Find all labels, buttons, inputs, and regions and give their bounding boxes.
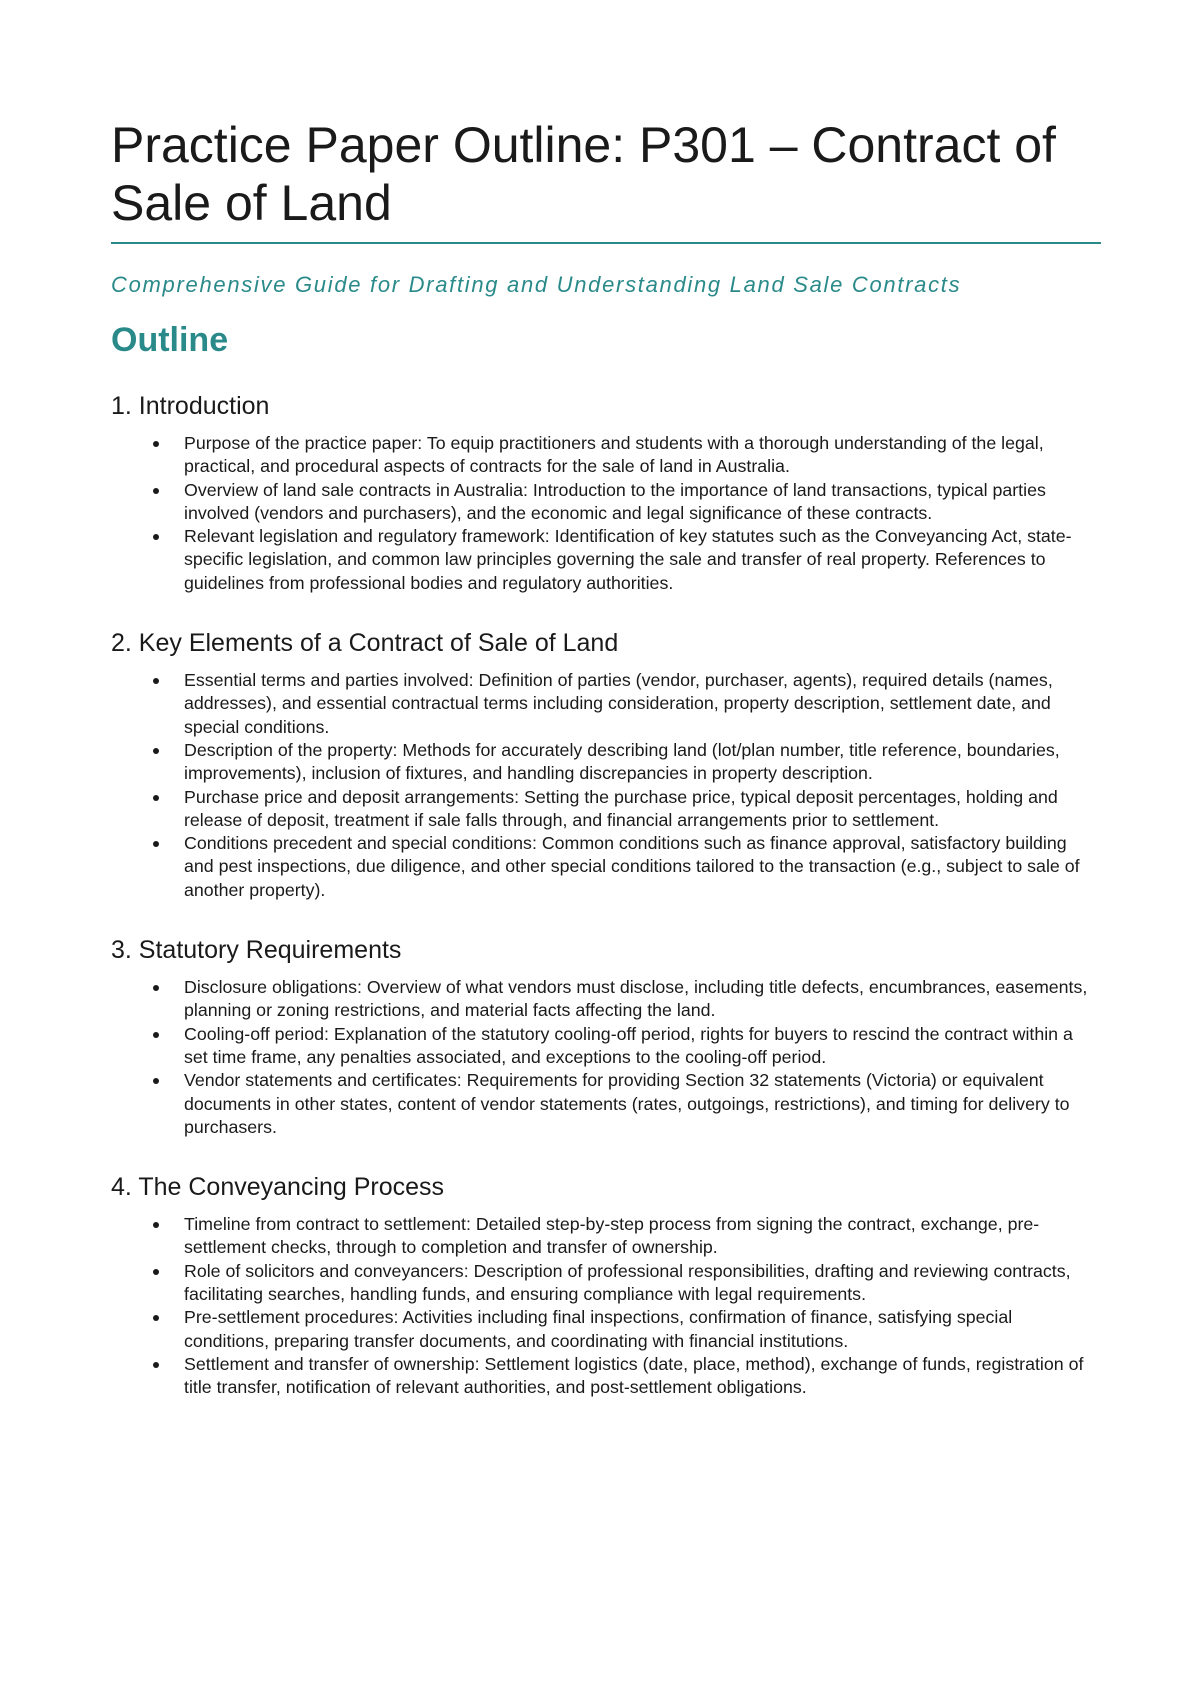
list-item (184, 832, 1101, 902)
list-item-text: Vendor statements and certificates: Requirements for providing Section 32 statements (Victoria) or equivalent documents in other states, content of vendor statements (rates, outgoings, restrictions), and timing for delivery to purchasers. (184, 1070, 1070, 1137)
list-item-text: Purchase price and deposit arrangements: Setting the purchase price, typical deposit percentages, holding and release of deposit, treatment if sale falls through, and financial arrangements prior to settlement. (184, 786, 1058, 830)
bullet-list (111, 1213, 1101, 1399)
outline-section (111, 934, 1101, 1139)
bullet-icon (153, 441, 159, 447)
bullet-icon (153, 985, 159, 991)
list-item-text: Cooling-off period: Explanation of the statutory cooling-off period, rights for buyers to rescind the contract within a set time frame, any penalties associated, and exceptions to the cooling-off period. (184, 1023, 1073, 1067)
list-item-text: Purpose of the practice paper: To equip practitioners and students with a thorough understanding of the legal, practical, and procedural aspects of contracts for the sale of land in Australia. (184, 433, 1044, 477)
bullet-icon (153, 488, 159, 494)
list-item-text: Conditions precedent and special conditions: Common conditions such as finance approval, satisfactory building and pest inspections, due diligence, and other special conditions tailored to the transaction (e.g., subject to sale of another property). (184, 833, 1080, 900)
list-item (184, 1213, 1101, 1260)
section-heading: 3. Statutory Requirements (111, 936, 402, 965)
bullet-icon (153, 1032, 159, 1038)
list-item (184, 786, 1101, 833)
bullet-icon (153, 534, 159, 540)
outline-section (111, 390, 1101, 595)
outline-section (111, 627, 1101, 902)
bullet-icon (153, 1222, 159, 1228)
list-item (184, 1023, 1101, 1070)
list-item (184, 525, 1101, 595)
bullet-icon (153, 1269, 159, 1275)
section-heading: 2. Key Elements of a Contract of Sale of Land (111, 629, 619, 658)
section-heading: 4. The Conveyancing Process (111, 1173, 445, 1202)
list-item-text: Description of the property: Methods for accurately describing land (lot/plan number, title reference, boundaries, improvements), inclusion of fixtures, and handling discrepancies in property description. (184, 739, 1060, 784)
list-item (184, 669, 1101, 739)
bullet-icon (153, 748, 159, 754)
list-item (184, 432, 1101, 479)
list-item (184, 1260, 1101, 1307)
list-item-text: Overview of land sale contracts in Australia: Introduction to the importance of land transactions, typical parties involved (vendors and purchasers), and the economic and legal significance of these contracts. (184, 479, 1046, 523)
list-item-text: Role of solicitors and conveyancers: Description of professional responsibilities, drafting and reviewing contracts, facilitating searches, handling funds, and ensuring compliance with legal requirements. (184, 1260, 1071, 1305)
bullet-icon (153, 1078, 159, 1084)
outline-sections (111, 390, 1101, 1400)
list-item (184, 1306, 1101, 1353)
page-title: Practice Paper Outline: P301 – Contract of Sale of Land (111, 116, 1101, 244)
page-subtitle: Comprehensive Guide for Drafting and Understanding Land Sale Contracts (111, 272, 962, 297)
list-item (184, 1069, 1101, 1139)
bullet-icon (153, 1315, 159, 1321)
bullet-icon (153, 841, 159, 847)
list-item-text: Pre-settlement procedures: Activities including final inspections, confirmation of finance, satisfying special conditions, preparing transfer documents, and coordinating with financial institutions. (184, 1307, 1013, 1351)
list-item-text: Disclosure obligations: Overview of what vendors must disclose, including title defects, encumbrances, easements, planning or zoning restrictions, and material facts affecting the land. (184, 977, 1088, 1021)
list-item-text: Relevant legislation and regulatory framework: Identification of key statutes such as the Conveyancing Act, state-specific legislation, and common law principles governing the sale and transfer of real property. References to guidelines from professional bodies and regulatory authorities. (184, 526, 1072, 593)
bullet-list (111, 669, 1101, 902)
list-item (184, 976, 1101, 1023)
list-item (184, 479, 1101, 526)
bullet-icon (153, 678, 159, 684)
outline-heading: Outline (111, 321, 229, 359)
list-item (184, 739, 1101, 786)
list-item-text: Timeline from contract to settlement: Detailed step-by-step process from signing the contract, exchange, pre-settlement checks, through to completion and transfer of ownership. (184, 1214, 1040, 1258)
list-item (184, 1353, 1101, 1400)
outline-section (111, 1171, 1101, 1399)
bullet-icon (153, 1362, 159, 1368)
list-item-text: Essential terms and parties involved: Definition of parties (vendor, purchaser, agents), required details (names, addresses), and essential contractual terms including consideration, property description, settlement date, and special conditions. (184, 670, 1053, 737)
bullet-list (111, 432, 1101, 595)
bullet-icon (153, 795, 159, 801)
section-heading: 1. Introduction (111, 392, 270, 420)
bullet-list (111, 976, 1101, 1139)
list-item-text: Settlement and transfer of ownership: Settlement logistics (date, place, method), exchange of funds, registration of title transfer, notification of relevant authorities, and post-settlement obligations. (184, 1353, 1084, 1398)
